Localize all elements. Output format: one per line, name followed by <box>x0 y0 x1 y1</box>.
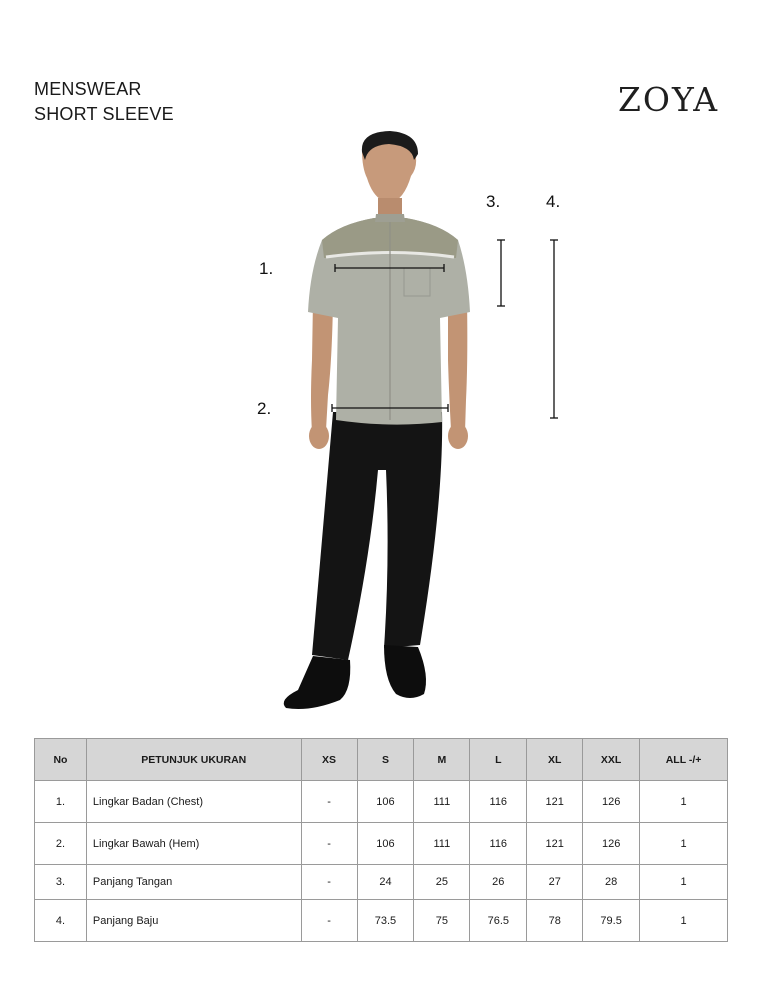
header-no: No <box>35 739 87 781</box>
table-row <box>35 865 728 900</box>
table-cell: 106 <box>357 781 414 823</box>
table-cell: 116 <box>470 823 527 865</box>
header-m: M <box>414 739 470 781</box>
measure-label-1: 1. <box>259 259 274 278</box>
table-cell: - <box>301 781 357 823</box>
table-cell: 73.5 <box>357 900 414 942</box>
model-illustration <box>284 131 470 709</box>
table-cell: 1. <box>35 781 87 823</box>
table-cell: 76.5 <box>470 900 527 942</box>
table-cell: 111 <box>414 781 470 823</box>
size-chart-table <box>34 738 728 942</box>
header-xl: XL <box>527 739 583 781</box>
header-s: S <box>357 739 414 781</box>
table-cell: Lingkar Badan (Chest) <box>86 781 301 823</box>
table-cell: 1 <box>640 781 728 823</box>
table-cell: 24 <box>357 865 414 900</box>
table-row <box>35 781 728 823</box>
table-cell: 121 <box>527 781 583 823</box>
measure-label-4: 4. <box>546 192 561 211</box>
table-cell: 4. <box>35 900 87 942</box>
table-cell: 2. <box>35 823 87 865</box>
table-cell: 3. <box>35 865 87 900</box>
brand-logo: ZOYA <box>618 80 720 119</box>
table-cell: 1 <box>640 823 728 865</box>
table-cell: 121 <box>527 823 583 865</box>
table-cell: 27 <box>527 865 583 900</box>
header-petunjuk-ukuran: PETUNJUK UKURAN <box>86 739 301 781</box>
table-cell: 116 <box>470 781 527 823</box>
table-cell: 1 <box>640 900 728 942</box>
table-cell: 1 <box>640 865 728 900</box>
table-row <box>35 823 728 865</box>
table-cell: - <box>301 823 357 865</box>
table-cell: - <box>301 865 357 900</box>
table-row <box>35 900 728 942</box>
title-line-short-sleeve: SHORT SLEEVE <box>34 104 174 124</box>
table-cell: 75 <box>414 900 470 942</box>
measure-label-2: 2. <box>257 399 272 418</box>
header-xxl: XXL <box>583 739 640 781</box>
table-cell: 79.5 <box>583 900 640 942</box>
table-cell: Panjang Tangan <box>86 865 301 900</box>
table-cell: - <box>301 900 357 942</box>
table-cell: 78 <box>527 900 583 942</box>
table-cell: 25 <box>414 865 470 900</box>
table-cell: 126 <box>583 781 640 823</box>
table-cell: 28 <box>583 865 640 900</box>
measure-label-3: 3. <box>486 192 501 211</box>
table-cell: 106 <box>357 823 414 865</box>
header-xs: XS <box>301 739 357 781</box>
table-cell: 111 <box>414 823 470 865</box>
table-header-row <box>35 739 728 781</box>
title-line-menswear: MENSWEAR <box>34 79 142 99</box>
table-cell: 126 <box>583 823 640 865</box>
table-cell: 26 <box>470 865 527 900</box>
table-cell: Lingkar Bawah (Hem) <box>86 823 301 865</box>
table-cell: Panjang Baju <box>86 900 301 942</box>
header-all-tolerance: ALL -/+ <box>640 739 728 781</box>
header-l: L <box>470 739 527 781</box>
